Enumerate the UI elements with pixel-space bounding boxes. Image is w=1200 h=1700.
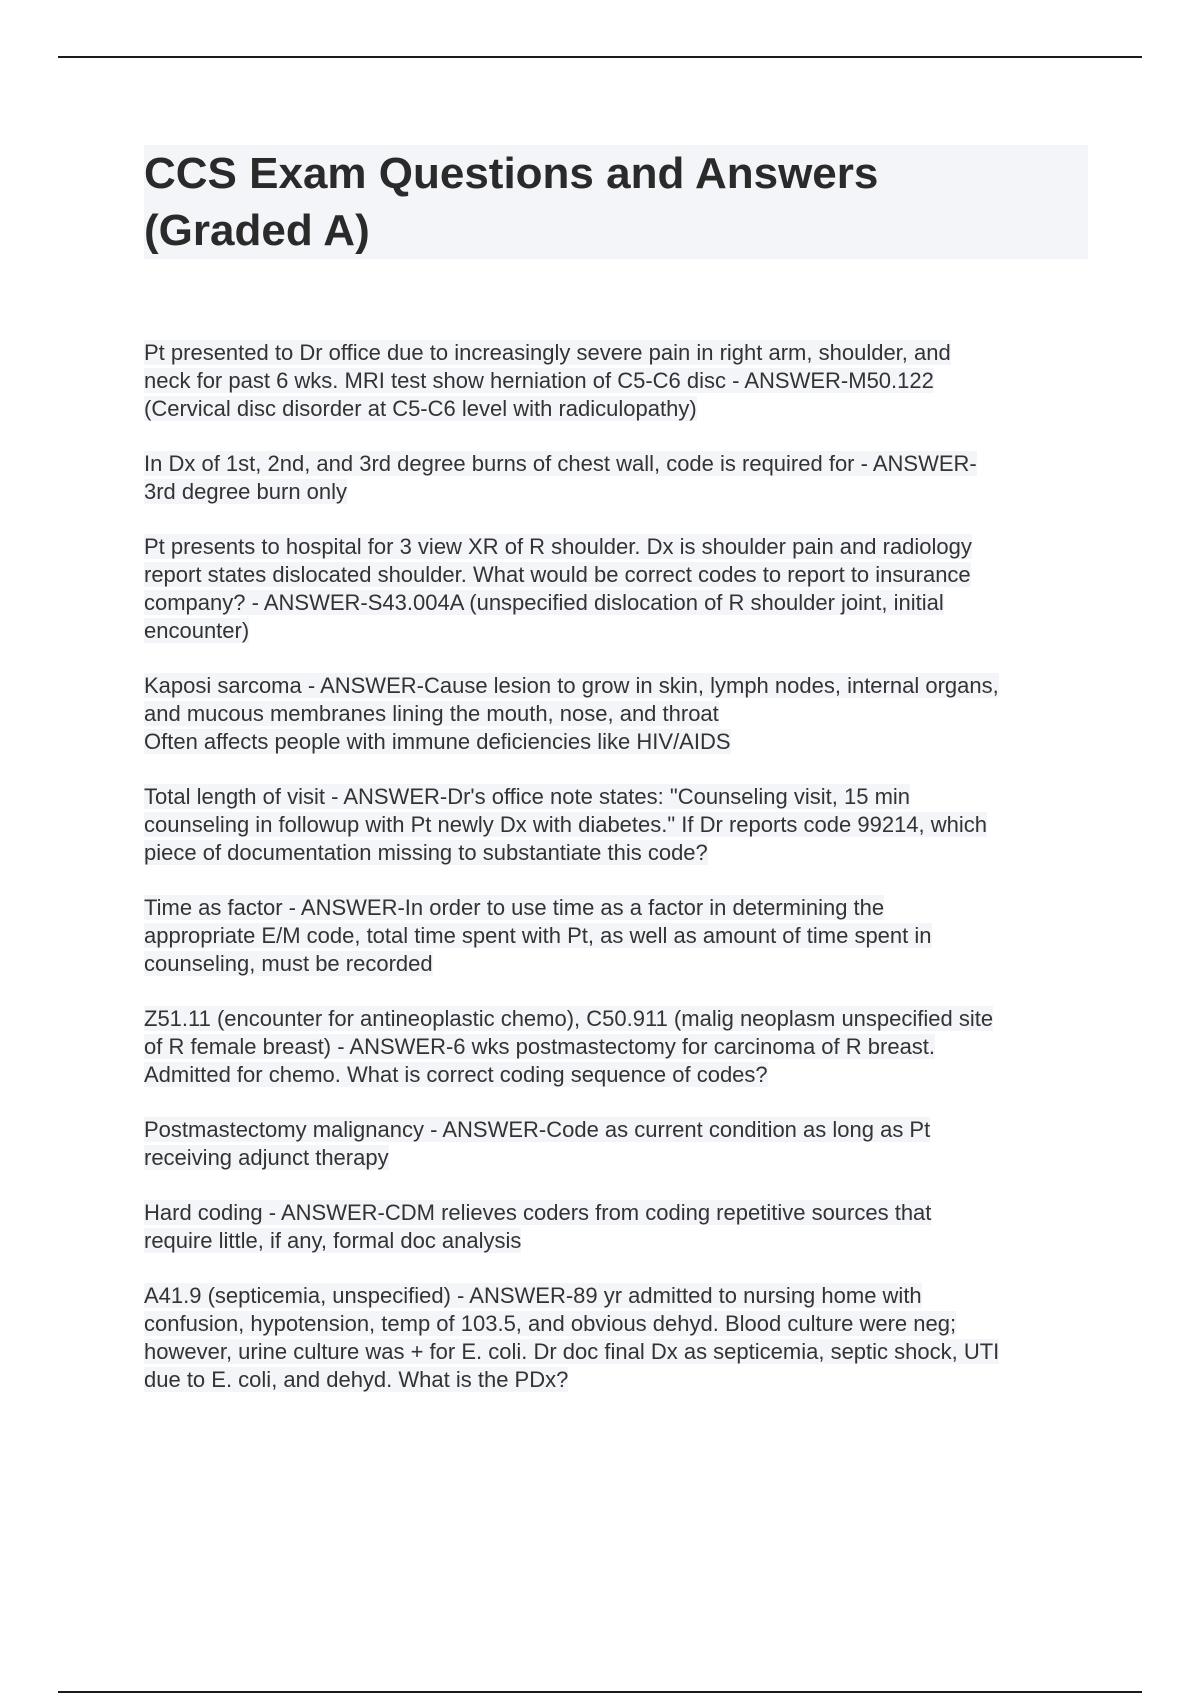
qa-item [144, 783, 1094, 867]
page-title [144, 145, 1088, 259]
qa-text: appropriate E/M code, total time spent with Pt, as well as amount of time spent in [144, 923, 932, 948]
qa-text: Admitted for chemo. What is correct coding sequence of codes? [144, 1062, 768, 1087]
qa-item [144, 1282, 1094, 1394]
qa-text: Kaposi sarcoma - ANSWER-Cause lesion to grow in skin, lymph nodes, internal organs, [144, 673, 999, 698]
qa-line [144, 478, 1094, 506]
qa-text: counseling, must be recorded [144, 951, 433, 976]
qa-text: and mucous membranes lining the mouth, nose, and throat [144, 701, 719, 726]
qa-text: neck for past 6 wks. MRI test show herniation of C5-C6 disc - ANSWER-M50.122 [144, 368, 934, 393]
qa-text: Postmastectomy malignancy - ANSWER-Code as current condition as long as Pt [144, 1117, 931, 1142]
qa-line [144, 1033, 1094, 1061]
qa-text: confusion, hypotension, temp of 103.5, and obvious dehyd. Blood culture were neg; [144, 1311, 957, 1336]
qa-line [144, 1338, 1094, 1366]
qa-text: Pt presented to Dr office due to increasingly severe pain in right arm, shoulder, and [144, 340, 951, 365]
qa-item [144, 533, 1094, 645]
qa-line [144, 1005, 1094, 1033]
qa-text: Often affects people with immune deficiencies like HIV/AIDS [144, 729, 731, 754]
qa-item [144, 339, 1094, 423]
qa-text: 3rd degree burn only [144, 479, 348, 504]
qa-line [144, 367, 1094, 395]
qa-item [144, 894, 1094, 978]
qa-item [144, 1116, 1094, 1172]
qa-text: piece of documentation missing to substantiate this code? [144, 840, 708, 865]
qa-line [144, 950, 1094, 978]
title-line: CCS Exam Questions and Answers [144, 149, 879, 198]
qa-line [144, 811, 1094, 839]
qa-line [144, 395, 1094, 423]
qa-line [144, 617, 1094, 645]
qa-item [144, 672, 1094, 756]
qa-line [144, 922, 1094, 950]
top-divider [58, 56, 1142, 58]
qa-line [144, 533, 1094, 561]
qa-text: due to E. coli, and dehyd. What is the PDx? [144, 1367, 569, 1392]
title-line: (Graded A) [144, 206, 370, 255]
qa-text: require little, if any, formal doc analysis [144, 1228, 522, 1253]
qa-line [144, 589, 1094, 617]
qa-line [144, 672, 1094, 700]
qa-text: Total length of visit - ANSWER-Dr's office note states: "Counseling visit, 15 min [144, 784, 911, 809]
qa-text: encounter) [144, 618, 250, 643]
qa-line [144, 339, 1094, 367]
qa-line [144, 1199, 1094, 1227]
qa-line [144, 561, 1094, 589]
qa-line [144, 1144, 1094, 1172]
qa-line [144, 1061, 1094, 1089]
qa-text: counseling in followup with Pt newly Dx with diabetes." If Dr reports code 99214, which [144, 812, 988, 837]
qa-text: A41.9 (septicemia, unspecified) - ANSWER-89 yr admitted to nursing home with [144, 1283, 922, 1308]
qa-line [144, 1310, 1094, 1338]
qa-line [144, 1366, 1094, 1394]
qa-text: report states dislocated shoulder. What would be correct codes to report to insurance [144, 562, 971, 587]
qa-item [144, 1199, 1094, 1255]
qa-item [144, 450, 1094, 506]
qa-line [144, 700, 1094, 728]
qa-text: (Cervical disc disorder at C5-C6 level with radiculopathy) [144, 396, 697, 421]
qa-text: however, urine culture was + for E. coli. Dr doc final Dx as septicemia, septic shock, UTI [144, 1339, 1000, 1364]
qa-list [144, 339, 1094, 1421]
qa-line [144, 1227, 1094, 1255]
qa-line [144, 728, 1094, 756]
qa-text: In Dx of 1st, 2nd, and 3rd degree burns of chest wall, code is required for - ANSWER- [144, 451, 977, 476]
qa-text: Time as factor - ANSWER-In order to use time as a factor in determining the [144, 895, 885, 920]
qa-text: Pt presents to hospital for 3 view XR of R shoulder. Dx is shoulder pain and radiology [144, 534, 972, 559]
qa-line [144, 1282, 1094, 1310]
qa-text: receiving adjunct therapy [144, 1145, 389, 1170]
qa-line [144, 1116, 1094, 1144]
qa-text: Hard coding - ANSWER-CDM relieves coders from coding repetitive sources that [144, 1200, 932, 1225]
qa-text: Z51.11 (encounter for antineoplastic chemo), C50.911 (malig neoplasm unspecified site [144, 1006, 994, 1031]
qa-text: company? - ANSWER-S43.004A (unspecified dislocation of R shoulder joint, initial [144, 590, 944, 615]
qa-line [144, 783, 1094, 811]
title-block [144, 145, 1088, 259]
bottom-divider [58, 1691, 1142, 1693]
qa-item [144, 1005, 1094, 1089]
qa-line [144, 450, 1094, 478]
qa-line [144, 894, 1094, 922]
qa-line [144, 839, 1094, 867]
qa-text: of R female breast) - ANSWER-6 wks postmastectomy for carcinoma of R breast. [144, 1034, 936, 1059]
